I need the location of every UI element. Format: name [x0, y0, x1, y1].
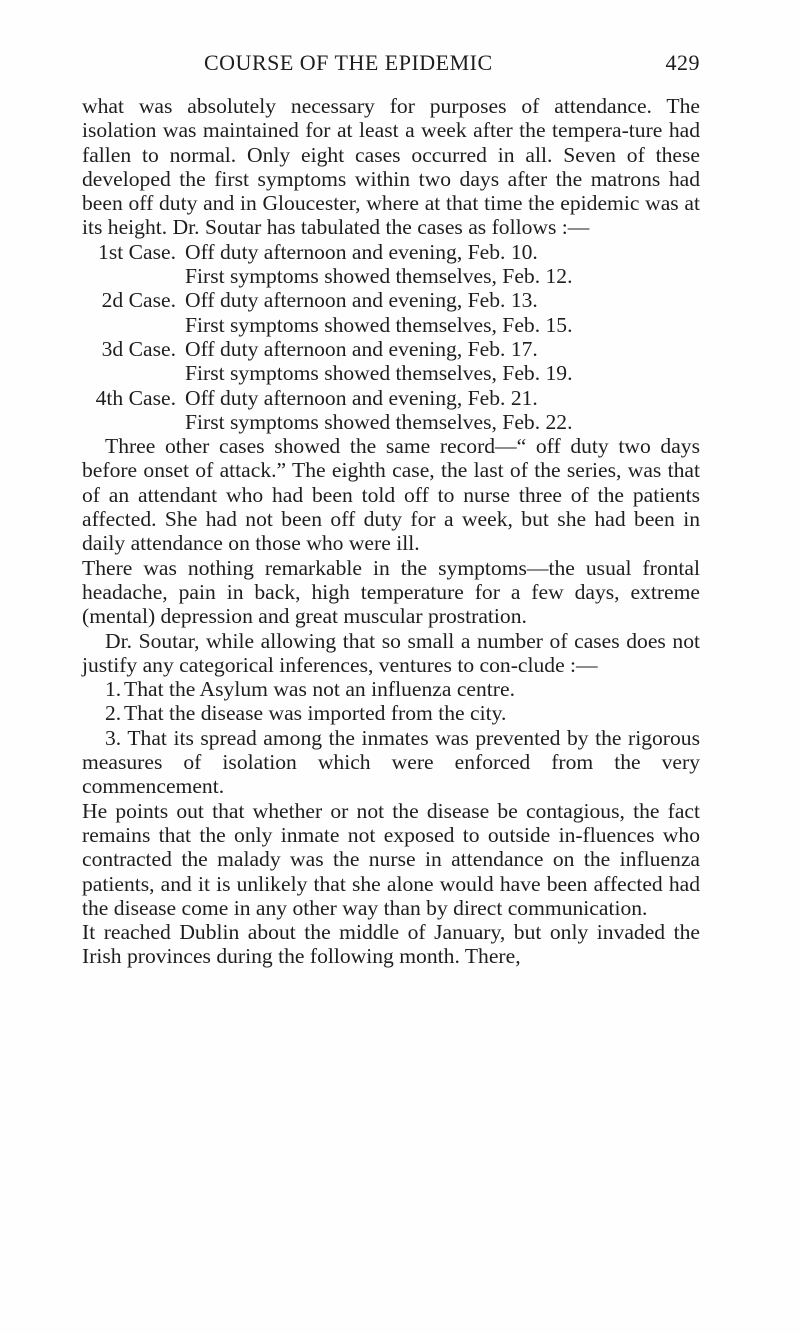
running-head [82, 50, 700, 76]
case-entry [82, 337, 700, 386]
paragraph-symptoms: There was nothing remarkable in the symptoms—the usual frontal headache, pain in back, high temperature for a few days, extreme (mental) depression and great muscular prostration. [82, 555, 700, 629]
list-item [82, 701, 700, 725]
paragraph-isolation: what was absolutely necessary for purposes of attendance. The isolation was maintained for at least a week after the tempera-ture had fallen to normal. Only eight cases occurred in all. Seven of these developed the first symptoms within two days after the matrons had been off duty and in Gloucester, where at that time the epidemic was at its height. Dr. Soutar has tabulated the cases as follows :— [82, 94, 700, 240]
conclusion-list [82, 677, 700, 798]
case-entry [82, 386, 700, 435]
paragraph-other-cases: Three other cases showed the same record—“ off duty two days before onset of attack.” The eighth case, the last of the series, was that of an attendant who had been told off to nurse three of the patients affected. She had not been off duty for a week, but she had been in daily attendance on those who were ill. [82, 434, 700, 556]
list-item [82, 677, 700, 701]
case-off-duty: Off duty afternoon and evening, Feb. 21. [185, 385, 538, 410]
list-item-text: That the Asylum was not an influenza centre. [124, 677, 515, 702]
case-entry [82, 288, 700, 337]
list-item-number: 2. [105, 701, 122, 726]
running-head-title: COURSE OF THE EPIDEMIC [204, 50, 493, 75]
paragraph-conclude: Dr. Soutar, while allowing that so small a number of cases does not justify any categorical inferences, ventures to con-clude :— [82, 628, 700, 677]
page-number: 429 [665, 50, 700, 75]
case-symptoms: First symptoms showed themselves, Feb. 15. [185, 312, 573, 337]
list-item-number: 3. [105, 725, 122, 750]
list-item-text: That its spread among the inmates was prevented by the rigorous measures of isolation which were enforced from the very commencement. [82, 725, 700, 799]
case-entry [82, 240, 700, 289]
case-symptoms: First symptoms showed themselves, Feb. 22. [185, 409, 573, 434]
list-item-text: That the disease was imported from the city. [124, 701, 507, 726]
paragraph-contagion: He points out that whether or not the disease be contagious, the fact remains that the only inmate not exposed to outside in-fluences who contracted the malady was the nurse in attendance on the influenza patients, and it is unlikely that she alone would have been affected had the disease come in any other way than by direct communication. [82, 798, 700, 920]
case-off-duty: Off duty afternoon and evening, Feb. 13. [185, 288, 538, 313]
case-symptoms: First symptoms showed themselves, Feb. 19. [185, 361, 573, 386]
case-symptoms: First symptoms showed themselves, Feb. 12. [185, 264, 573, 289]
case-label: 4th Case. [95, 385, 176, 410]
case-off-duty: Off duty afternoon and evening, Feb. 10. [185, 239, 538, 264]
list-item [82, 726, 700, 799]
case-label: 3d Case. [101, 336, 176, 361]
body-text [82, 94, 700, 969]
case-label: 1st Case. [98, 239, 176, 264]
case-label: 2d Case. [101, 288, 176, 313]
paragraph-dublin: It reached Dublin about the middle of January, but only invaded the Irish provinces during the following month. There, [82, 920, 700, 969]
case-table [82, 240, 700, 434]
case-off-duty: Off duty afternoon and evening, Feb. 17. [185, 336, 538, 361]
list-item-number: 1. [105, 677, 122, 702]
